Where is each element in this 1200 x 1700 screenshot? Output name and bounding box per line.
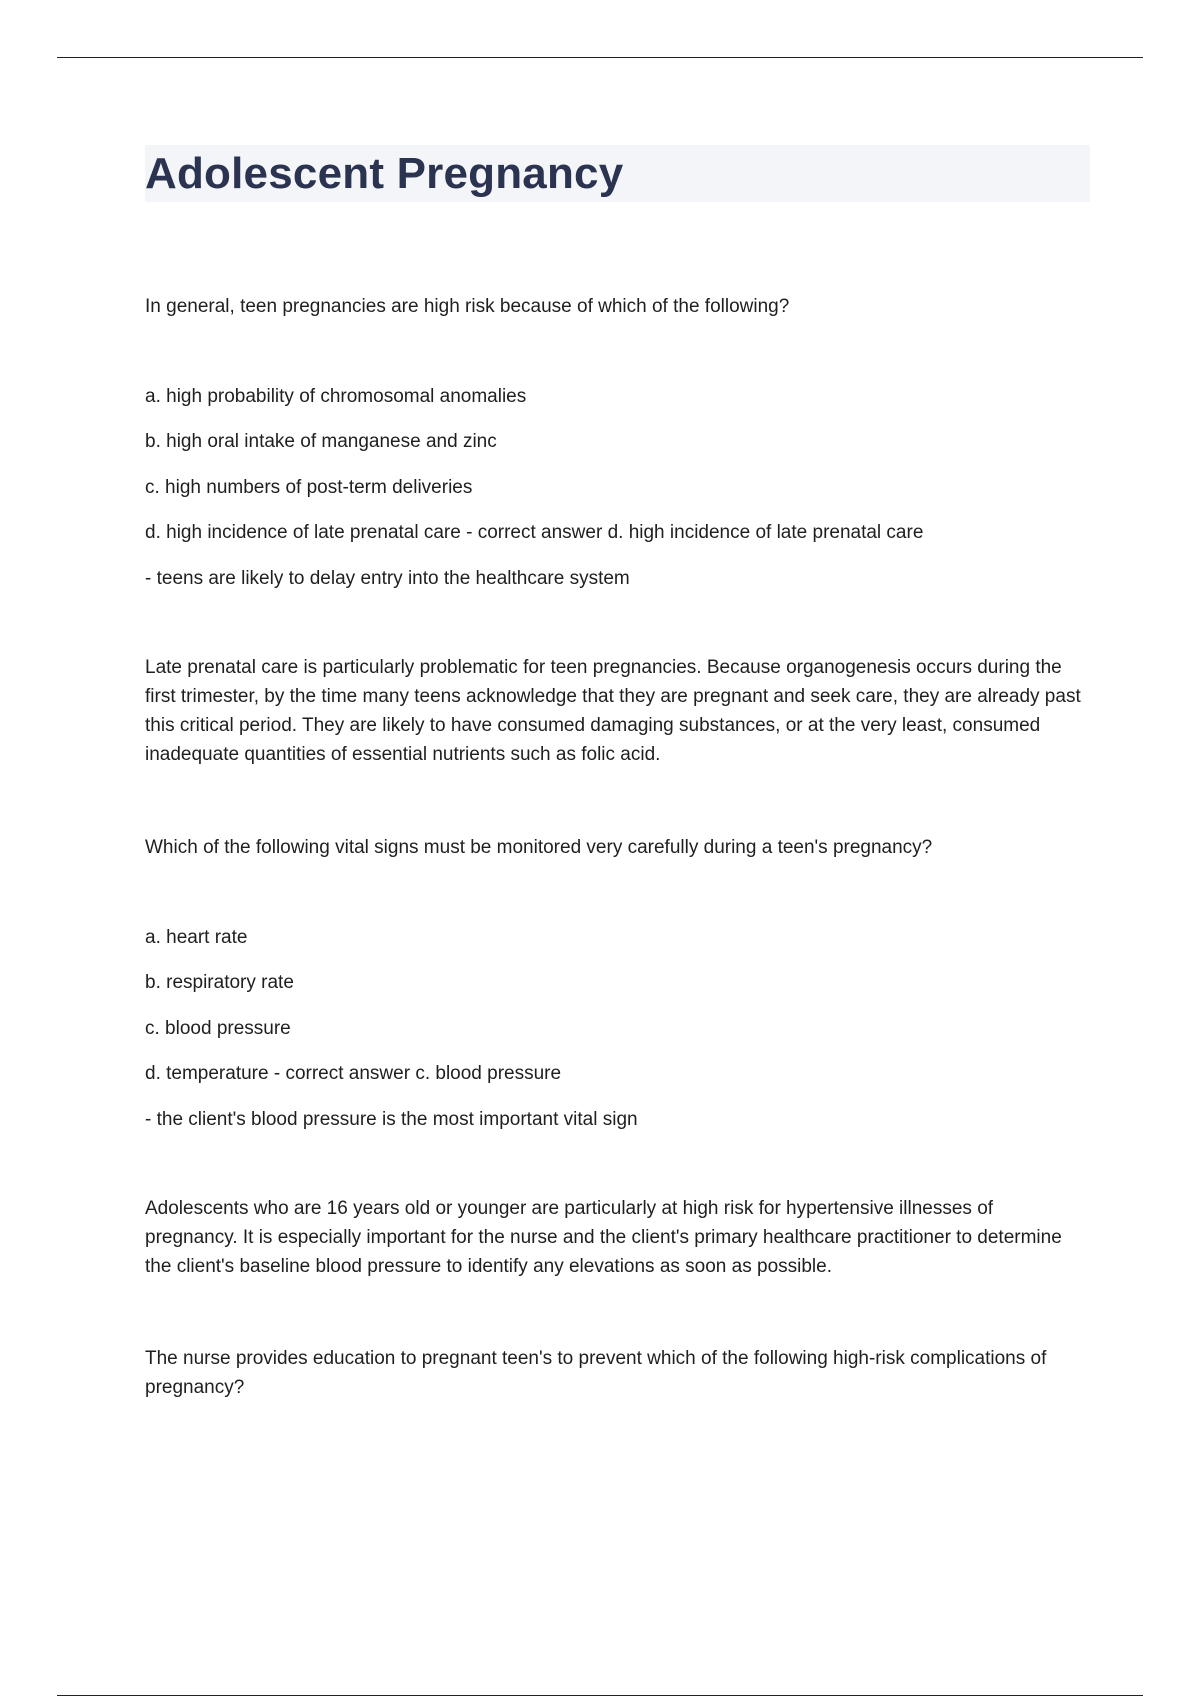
q1-explanation: Late prenatal care is particularly problematic for teen pregnancies. Because organogenesis occurs during the first trimester, by the time many teens acknowledge that they are pregnant and seek care, they are already past this critical period. They are likely to have consumed damaging substances, or at the very least, consumed inadequate quantities of essential nutrients such as folic acid.	[145, 657, 1081, 765]
question-2: Which of the following vital signs must be monitored very carefully during a teen's pregnancy?	[145, 837, 933, 858]
question-1: In general, teen pregnancies are high risk because of which of the following?	[145, 296, 790, 317]
q1-option-c: c. high numbers of post-term deliveries	[145, 477, 473, 498]
q1-option-a: a. high probability of chromosomal anomalies	[145, 386, 527, 407]
q2-explanation: Adolescents who are 16 years old or younger are particularly at high risk for hypertensive illnesses of pregnancy. It is especially important for the nurse and the client's primary healthcare practitioner to determine the client's baseline blood pressure to identify any elevations as soon as possible.	[145, 1198, 1062, 1277]
q1-option-d-answer: d. high incidence of late prenatal care - correct answer d. high incidence of late prenatal care	[145, 522, 924, 543]
bottom-rule	[57, 1695, 1143, 1696]
document-body	[145, 145, 1090, 1398]
q1-rationale-line: - teens are likely to delay entry into the healthcare system	[145, 568, 630, 589]
page-title: Adolescent Pregnancy	[145, 148, 624, 198]
q2-option-a: a. heart rate	[145, 927, 248, 948]
q2-option-b: b. respiratory rate	[145, 972, 294, 993]
q2-option-c: c. blood pressure	[145, 1018, 291, 1039]
top-rule	[57, 57, 1143, 58]
question-3: The nurse provides education to pregnant teen's to prevent which of the following high-risk complications of pregnancy?	[145, 1348, 1047, 1398]
q1-option-b: b. high oral intake of manganese and zinc	[145, 431, 497, 452]
title-band	[145, 145, 1090, 202]
q2-rationale-line: - the client's blood pressure is the most important vital sign	[145, 1109, 638, 1130]
q2-option-d-answer: d. temperature - correct answer c. blood pressure	[145, 1063, 562, 1084]
